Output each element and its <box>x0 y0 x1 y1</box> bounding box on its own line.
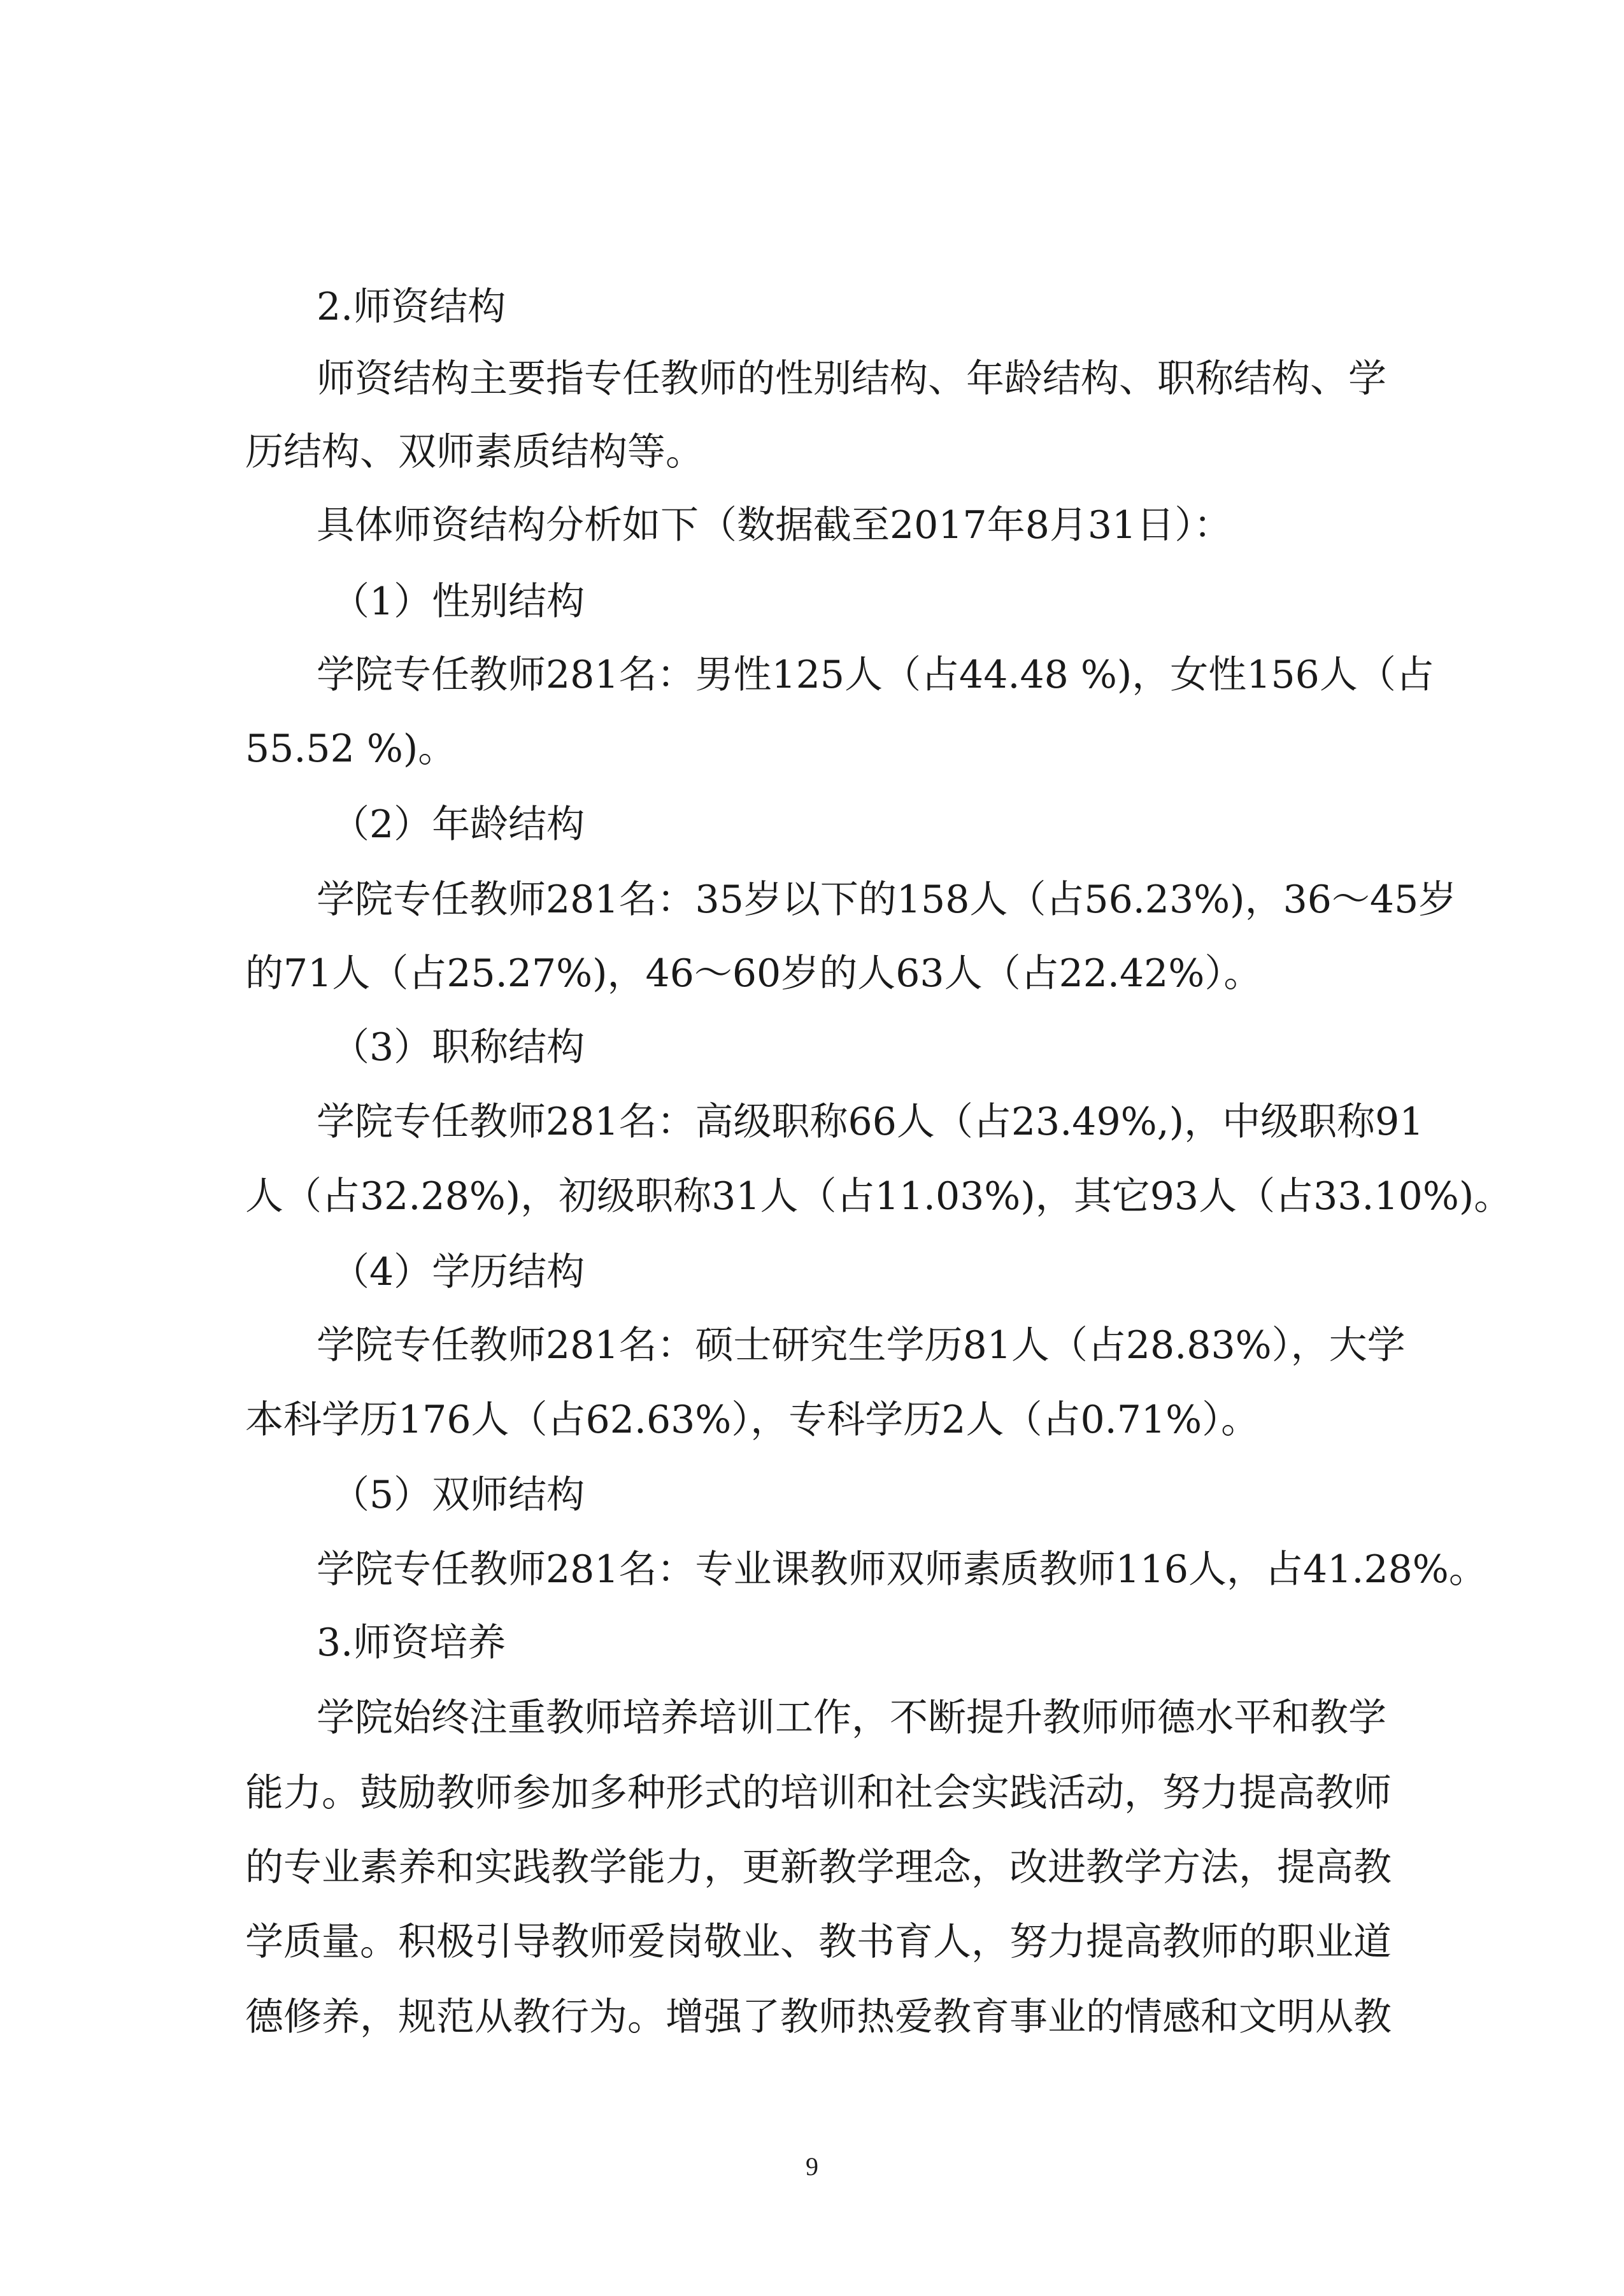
paragraph-line: 学院专任教师281名：专业课教师双师素质教师116人，占41.28%。 <box>317 1547 1487 1592</box>
paragraph-line: 学院专任教师281名：硕士研究生学历81人（占28.83%），大学 <box>317 1323 1406 1368</box>
subheading-dual-qualified: （5）双师结构 <box>331 1473 585 1517</box>
paragraph-line: 师资结构主要指专任教师的性别结构、年龄结构、职称结构、学 <box>317 357 1386 401</box>
paragraph-line: 具体师资结构分析如下（数据截至2017年8月31日）： <box>317 503 1232 548</box>
subheading-gender: （1）性别结构 <box>331 579 585 624</box>
paragraph-line: 学质量。积极引导教师爱岗敬业、教书育人，努力提高教师的职业道 <box>245 1920 1392 1964</box>
section-heading-faculty-structure: 2.师资结构 <box>317 285 506 329</box>
paragraph-line: 历结构、双师素质结构等。 <box>245 430 704 474</box>
paragraph-line: 本科学历176人（占62.63%），专科学历2人（占0.71%）。 <box>245 1398 1260 1442</box>
section-heading-faculty-training: 3.师资培养 <box>317 1620 506 1665</box>
subheading-education: （4）学历结构 <box>331 1250 585 1294</box>
subheading-professional-title: （3）职称结构 <box>331 1025 585 1070</box>
paragraph-line: 人（占32.28%)，初级职称31人（占11.03%)，其它93人（占33.10%)。 <box>245 1174 1513 1219</box>
page-number: 9 <box>806 2152 818 2181</box>
subheading-age: （2）年龄结构 <box>331 802 585 847</box>
paragraph-line: 的71人（占25.27%)，46～60岁的人63人（占22.42%）。 <box>245 951 1262 996</box>
paragraph-line: 55.52 %)。 <box>245 726 457 771</box>
paragraph-line: 德修养，规范从教行为。增强了教师热爱教育事业的情感和文明从教 <box>245 1995 1392 2039</box>
paragraph-line: 学院始终注重教师培养培训工作，不断提升教师师德水平和教学 <box>317 1696 1386 1740</box>
paragraph-line: 能力。鼓励教师参加多种形式的培训和社会实践活动，努力提高教师 <box>245 1771 1392 1815</box>
paragraph-line: 的专业素养和实践教学能力，更新教学理念，改进教学方法，提高教 <box>245 1845 1392 1890</box>
paragraph-line: 学院专任教师281名：男性125人（占44.48 %)，女性156人（占 <box>317 653 1434 697</box>
paragraph-line: 学院专任教师281名：35岁以下的158人（占56.23%)，36～45岁 <box>317 877 1457 922</box>
paragraph-line: 学院专任教师281名：高级职称66人（占23.49%,)，中级职称91 <box>317 1100 1424 1144</box>
